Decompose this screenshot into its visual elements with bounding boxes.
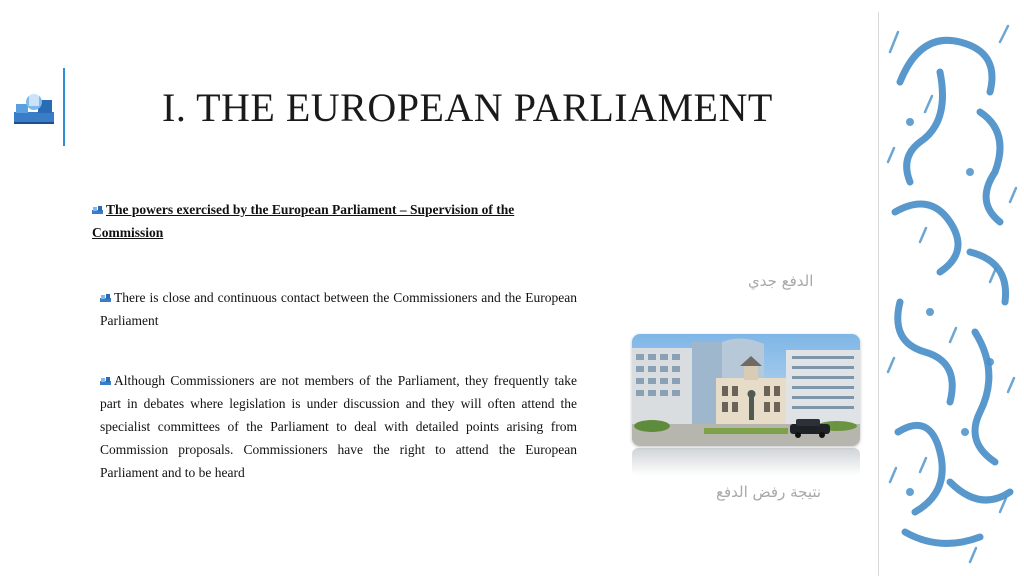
bullet-text: Although Commissioners are not members of the Parliament, they frequently take part in debates where legislation is under discussion and they will often attend the specialist committees of the Parliament to deal with detailed points arising from Commission proposals. Commissioners have the right to attend the European Parliament and to be heard bbox=[100, 373, 577, 480]
parliament-photo bbox=[632, 334, 860, 446]
slide-title: I. THE EUROPEAN PARLIAMENT bbox=[162, 85, 773, 130]
bullet-icon bbox=[100, 376, 111, 386]
section-heading bbox=[92, 198, 572, 244]
side-panel-divider bbox=[878, 12, 879, 576]
heading-line-1: The powers exercised by the European Parliament – Supervision of the bbox=[106, 202, 515, 217]
bullet-paragraph-2 bbox=[100, 369, 577, 484]
bullet-icon bbox=[100, 293, 111, 303]
arabic-caption-top: الدفع جدي bbox=[748, 272, 814, 290]
arabic-calligraphy-decoration bbox=[880, 12, 1024, 576]
bullet-text: There is close and continuous contact between the Commissioners and the European Parliament bbox=[100, 290, 577, 328]
arabic-caption-bottom: نتيجة رفض الدفع bbox=[716, 483, 822, 501]
photo-reflection bbox=[632, 448, 860, 476]
title-divider bbox=[63, 68, 65, 146]
bullet-icon bbox=[92, 205, 103, 215]
bullet-paragraph-1 bbox=[100, 286, 577, 332]
university-logo-icon bbox=[12, 90, 56, 126]
heading-line-2: Commission bbox=[92, 225, 164, 240]
